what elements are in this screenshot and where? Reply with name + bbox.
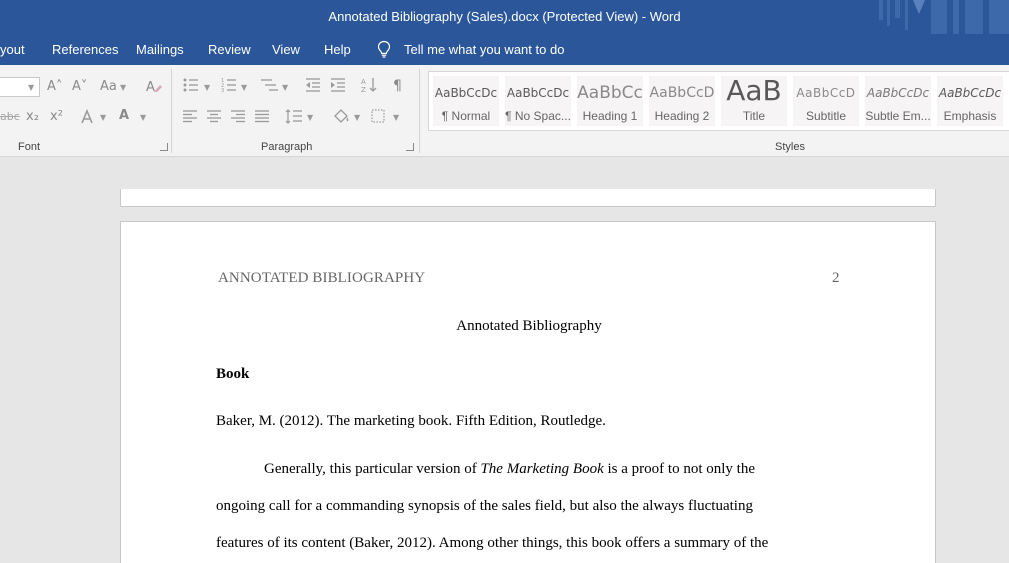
show-formatting-marks-icon[interactable]: ¶	[393, 78, 402, 94]
document-page[interactable]	[120, 221, 936, 563]
style-no-spacing[interactable]	[505, 76, 571, 126]
tab-layout[interactable]: yout	[0, 42, 25, 57]
ribbon	[0, 65, 1009, 157]
sort-icon[interactable]	[361, 77, 377, 93]
style-normal[interactable]	[433, 76, 499, 126]
style-subtle-emphasis[interactable]	[865, 76, 931, 126]
chevron-down-icon: ▼	[100, 113, 107, 122]
section-heading: Book	[216, 366, 250, 382]
svg-text:A: A	[146, 80, 155, 95]
shading-icon[interactable]	[332, 108, 350, 124]
style-sample: AaBbCcDc	[938, 86, 1002, 100]
chevron-down-icon: ▼	[393, 113, 400, 122]
svg-text:A: A	[361, 78, 366, 86]
font-group-label: Font	[18, 141, 41, 153]
svg-text:Z: Z	[361, 86, 366, 93]
ribbon-tabs	[0, 34, 1009, 65]
group-separator	[419, 69, 420, 153]
paragraph-line: features of its content (Baker, 2012). Among other things, this book offers a summary of the	[216, 535, 769, 551]
style-heading-2[interactable]	[649, 76, 715, 126]
multilevel-list-icon[interactable]	[260, 78, 278, 92]
strikethrough-icon[interactable]: abc	[0, 110, 20, 123]
chevron-down-icon: ▼	[241, 83, 248, 92]
window-title: Annotated Bibliography (Sales).docx (Protected View) - Word	[328, 9, 681, 24]
numbering-icon[interactable]	[221, 78, 237, 92]
previous-page-bottom	[120, 189, 936, 207]
style-emphasis[interactable]	[937, 76, 1003, 126]
tab-mailings[interactable]: Mailings	[136, 42, 184, 57]
style-sample: AaB	[726, 78, 782, 106]
book-title-italic: The Marketing Book	[480, 461, 604, 477]
style-sample: AaBbCcD	[796, 86, 856, 100]
tab-review[interactable]: Review	[208, 42, 251, 57]
style-name: Subtle Em...	[865, 109, 931, 123]
style-sample: AaBbCcDc	[434, 86, 498, 100]
align-center-icon[interactable]	[207, 110, 221, 123]
font-size-combobox[interactable]	[0, 77, 40, 97]
styles-gallery	[428, 71, 1009, 131]
style-sample: AaBbCc	[577, 83, 643, 103]
font-color-icon[interactable]: A	[119, 108, 130, 123]
chevron-down-icon: ▼	[140, 113, 147, 122]
style-name: Subtitle	[805, 109, 847, 123]
change-case-icon[interactable]: Aa	[100, 79, 117, 94]
chevron-down-icon: ▼	[282, 83, 289, 92]
align-right-icon[interactable]	[231, 110, 245, 123]
paragraph-dialog-launcher[interactable]	[406, 143, 414, 151]
style-sample: AaBbCcD	[649, 85, 715, 101]
font-dialog-launcher[interactable]	[160, 143, 168, 151]
chevron-down-icon: ▼	[354, 113, 361, 122]
running-head: ANNOTATED BIBLIOGRAPHY	[218, 270, 426, 286]
title-bar-decoration	[869, 0, 1009, 34]
chevron-down-icon: ▼	[28, 83, 35, 92]
shrink-font-icon[interactable]: A˅	[72, 79, 88, 94]
chevron-down-icon: ▼	[307, 113, 314, 122]
style-name: ¶ No Spac...	[505, 109, 571, 123]
citation-text: Baker, M. (2012). The marketing book. Fifth Edition, Routledge.	[216, 413, 606, 429]
svg-text:2: 2	[221, 83, 225, 89]
line-spacing-icon[interactable]	[285, 109, 303, 124]
increase-indent-icon[interactable]	[330, 78, 346, 92]
group-separator	[171, 69, 172, 153]
grow-font-icon[interactable]: A˄	[47, 79, 63, 94]
bullets-icon[interactable]	[183, 78, 199, 92]
clear-formatting-icon[interactable]	[145, 77, 163, 95]
svg-text:3: 3	[221, 88, 225, 92]
style-subtitle[interactable]	[793, 76, 859, 126]
document-canvas[interactable]	[0, 157, 1009, 563]
paragraph-line: ongoing call for a commanding synopsis of the sales field, but also the always fluctuating	[216, 498, 753, 514]
style-title[interactable]	[721, 76, 787, 126]
document-title: Annotated Bibliography	[456, 318, 602, 334]
title-bar	[0, 0, 1009, 34]
tab-help[interactable]: Help	[324, 42, 351, 57]
text-effects-icon[interactable]	[79, 109, 95, 125]
style-heading-1[interactable]	[577, 76, 643, 126]
style-sample: AaBbCcDc	[866, 86, 930, 100]
tab-view[interactable]: View	[272, 42, 300, 57]
borders-icon[interactable]	[371, 109, 385, 123]
chevron-down-icon: ▼	[204, 83, 211, 92]
paragraph-group-label: Paragraph	[261, 141, 313, 153]
superscript-icon[interactable]: x²	[50, 109, 63, 124]
decrease-indent-icon[interactable]	[305, 78, 321, 92]
style-name: Title	[742, 109, 766, 123]
tell-me-search[interactable]: Tell me what you want to do	[404, 42, 565, 57]
svg-text:1: 1	[221, 78, 225, 84]
page-number: 2	[832, 270, 840, 286]
align-left-icon[interactable]	[183, 110, 197, 123]
style-name: Heading 2	[654, 109, 710, 123]
lightbulb-icon	[376, 40, 392, 58]
tab-references[interactable]: References	[52, 42, 119, 57]
paragraph-text: is a proof to not only the	[603, 461, 755, 477]
style-name: Emphasis	[943, 109, 997, 123]
style-name: Heading 1	[582, 109, 638, 123]
style-sample: AaBbCcDc	[506, 86, 570, 100]
subscript-icon[interactable]: x₂	[26, 109, 39, 124]
justify-icon[interactable]	[255, 110, 269, 123]
style-name: ¶ Normal	[441, 109, 491, 123]
paragraph-line	[264, 461, 755, 478]
chevron-down-icon: ▼	[120, 83, 127, 92]
paragraph-text: Generally, this particular version of	[264, 461, 481, 477]
styles-group-label: Styles	[775, 141, 805, 153]
